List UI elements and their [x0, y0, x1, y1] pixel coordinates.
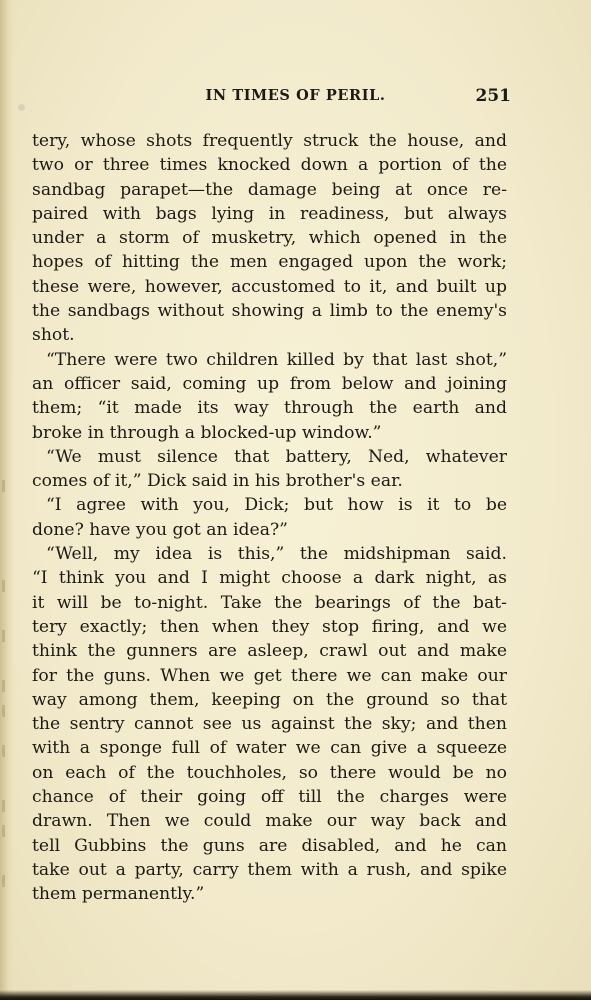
margin-mark	[2, 825, 5, 837]
text-line: paired with bags lying in readiness, but always	[32, 203, 507, 224]
margin-mark	[2, 705, 5, 717]
text-line: with a sponge full of water we can give a squeeze	[32, 738, 507, 759]
text-line: “We must silence that battery, Ned, whatever	[46, 446, 507, 467]
text-line: tery exactly; then when they stop firing, and we	[32, 616, 507, 637]
text-line: “I agree with you, Dick; but how is it to be	[46, 495, 507, 516]
text-line: for the guns. When we get there we can make our	[32, 665, 507, 686]
text-line: sandbag parapet—the damage being at once re-	[32, 179, 507, 200]
text-line: the sentry cannot see us against the sky; and then	[32, 714, 507, 735]
text-line: an officer said, coming up from below and joining	[32, 373, 507, 394]
margin-mark	[2, 875, 5, 887]
text-line: under a storm of musketry, which opened in the	[32, 228, 507, 249]
text-line: “I think you and I might choose a dark night, as	[32, 568, 507, 589]
page-bottom-edge	[0, 990, 591, 1000]
text-line: tell Gubbins the guns are disabled, and he can	[32, 835, 507, 856]
margin-marks	[0, 0, 14, 1000]
margin-mark	[2, 630, 5, 642]
text-line: it will be to-night. Take the bearings of the bat-	[32, 592, 507, 613]
text-line: broke in through a blocked-up window.”	[32, 422, 382, 443]
running-head: IN TIMES OF PERIL.	[205, 87, 386, 104]
page-number: 251	[475, 86, 511, 106]
margin-mark	[2, 580, 5, 592]
text-line: them; “it made its way through the earth and	[32, 398, 507, 419]
text-line: two or three times knocked down a portion of the	[32, 155, 507, 176]
text-line: them permanently.”	[32, 884, 205, 905]
body-text	[32, 129, 507, 907]
text-line: these were, however, accustomed to it, and built up	[32, 276, 507, 297]
text-line: comes of it,” Dick said in his brother's ear.	[32, 471, 403, 492]
page-header	[0, 87, 591, 111]
text-line: chance of their going off till the charges were	[32, 787, 507, 808]
margin-mark	[2, 680, 5, 692]
text-line: “There were two children killed by that last shot,”	[46, 349, 507, 370]
text-line: shot.	[32, 325, 75, 346]
text-line: “Well, my idea is this,” the midshipman said.	[46, 544, 507, 565]
text-line: the sandbags without showing a limb to the enemy's	[32, 301, 507, 322]
text-line: drawn. Then we could make our way back and	[32, 811, 507, 832]
text-line: think the gunners are asleep, crawl out and make	[32, 641, 507, 662]
margin-mark	[2, 800, 5, 812]
text-line: on each of the touchholes, so there would be no	[32, 762, 507, 783]
margin-mark	[2, 480, 5, 492]
text-line: done? have you got an idea?”	[32, 519, 288, 540]
margin-mark	[2, 745, 5, 757]
text-line: take out a party, carry them with a rush, and spike	[32, 859, 507, 880]
text-line: way among them, keeping on the ground so that	[32, 689, 507, 710]
text-line: tery, whose shots frequently struck the house, and	[32, 131, 507, 151]
text-line: hopes of hitting the men engaged upon the work;	[32, 252, 507, 273]
